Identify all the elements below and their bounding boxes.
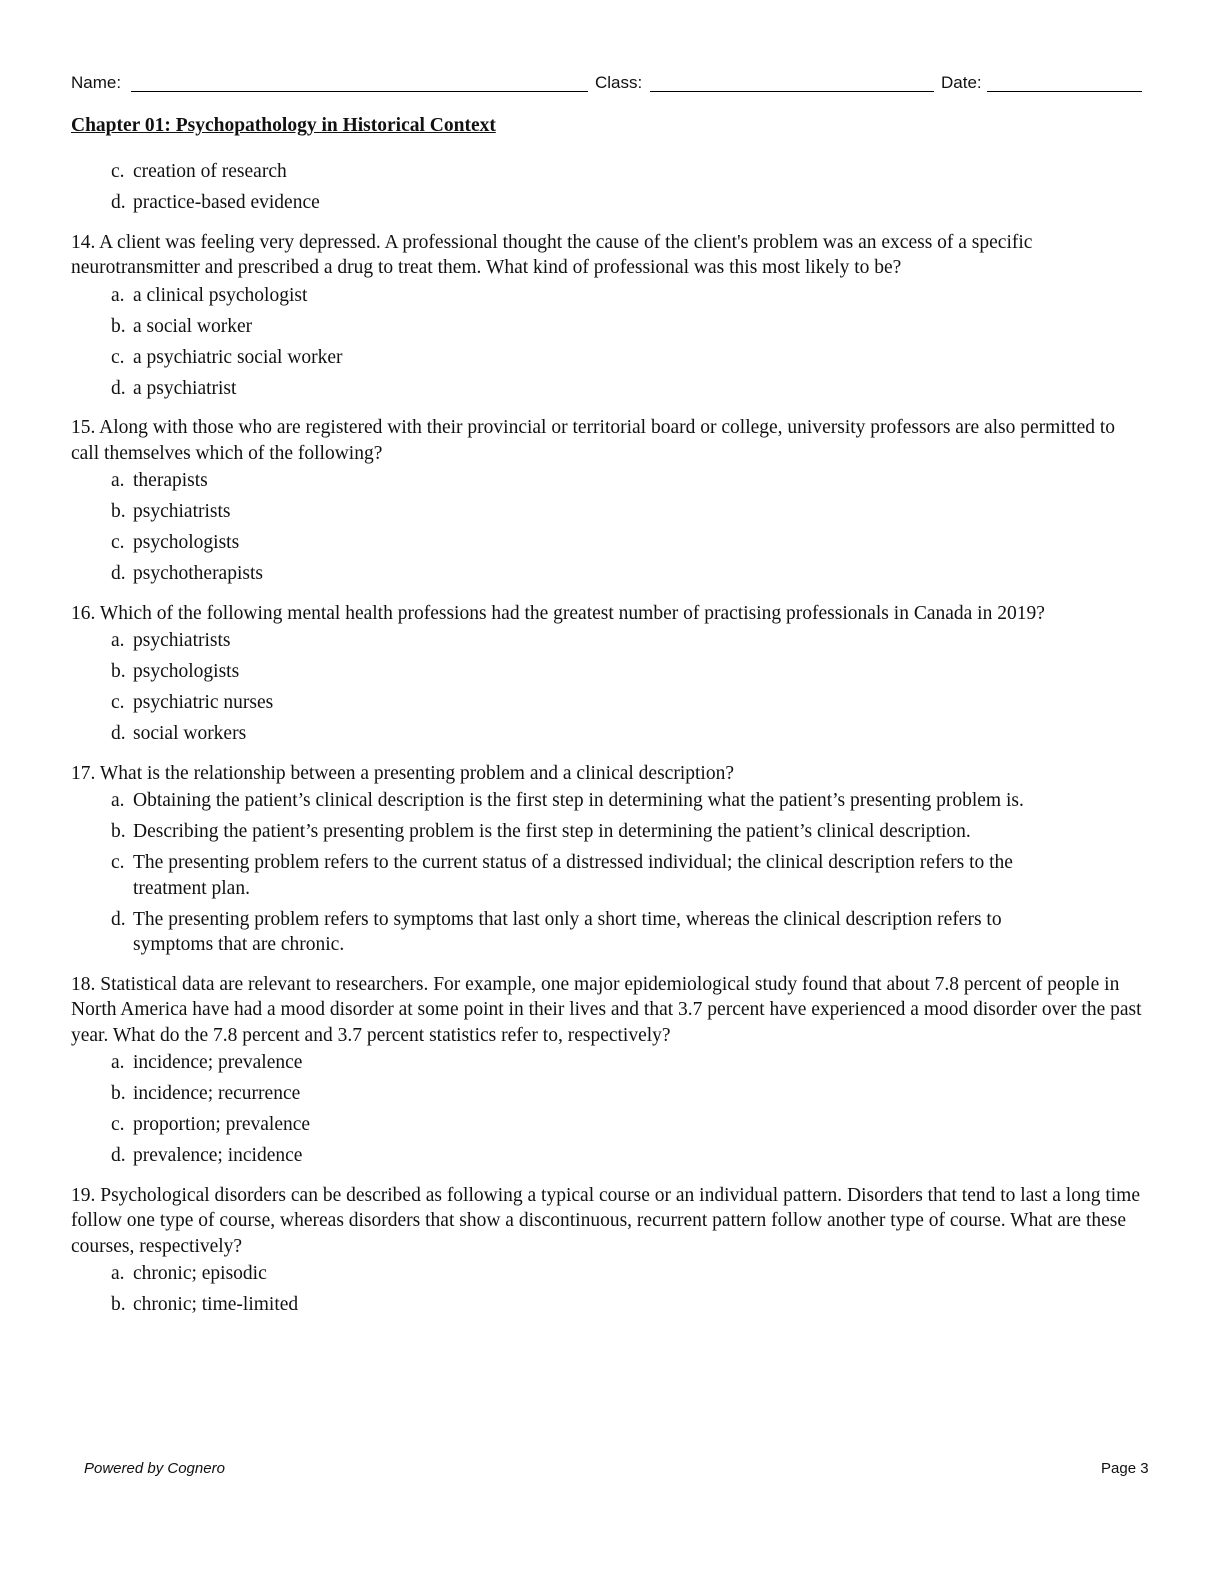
option-item [71, 1081, 1143, 1107]
option-text: creation of research [133, 161, 287, 182]
question-text: 16. Which of the following mental health professions had the greatest number of practising professionals in Canada in 2019? [71, 602, 1045, 624]
option-item [71, 788, 1143, 814]
option-text: psychologists [133, 661, 240, 682]
question-text: 17. What is the relationship between a presenting problem and a clinical description? [71, 762, 734, 784]
class-label: Class: [595, 73, 643, 92]
question-options [71, 1261, 1143, 1318]
option-letter: c. [111, 692, 125, 713]
option-item [71, 376, 1143, 402]
option-item [71, 499, 1143, 525]
option-item [71, 468, 1143, 494]
option-text: chronic; episodic [133, 1263, 267, 1284]
option-text: psychologists [133, 532, 240, 553]
option-item [71, 530, 1143, 556]
page-number: Page 3 [1101, 1460, 1149, 1477]
option-item [71, 850, 1143, 901]
question-18 [71, 972, 1143, 1169]
powered-by-footer: Powered by Cognero [84, 1460, 225, 1477]
option-letter: a. [111, 1263, 125, 1284]
question-17 [71, 761, 1143, 958]
option-text: social workers [133, 723, 247, 744]
option-item [71, 561, 1143, 587]
option-letter: a. [111, 790, 125, 811]
option-letter: c. [111, 161, 125, 182]
option-item [71, 314, 1143, 340]
option-text: a social worker [133, 315, 253, 337]
option-text: The presenting problem refers to the current status of a distressed individual; the clinical description refers to the treatment plan. [133, 852, 1013, 899]
option-item [71, 819, 1143, 845]
option-text: psychiatric nurses [133, 692, 274, 713]
question-list [71, 159, 1143, 1323]
option-letter: c. [111, 532, 125, 553]
option-text: proportion; prevalence [133, 1114, 311, 1135]
option-letter: b. [111, 1083, 126, 1104]
option-text: Obtaining the patient’s clinical description is the first step in determining what the patient’s presenting problem is. [133, 790, 1024, 811]
option-text: incidence; recurrence [133, 1083, 301, 1104]
option-letter: c. [111, 852, 125, 873]
option-item [71, 1050, 1143, 1076]
question-options [71, 788, 1143, 958]
option-item [71, 628, 1143, 654]
question-15 [71, 415, 1143, 587]
continued-options [71, 159, 1143, 216]
option-letter: a. [111, 284, 125, 306]
question-14 [71, 230, 1143, 402]
header [71, 72, 1143, 98]
option-letter: d. [111, 377, 126, 399]
date-label: Date: [941, 73, 982, 92]
option-text: Describing the patient’s presenting problem is the first step in determining the patient’s clinical description. [133, 821, 971, 842]
name-label: Name: [71, 73, 122, 92]
option-letter: b. [111, 1294, 126, 1315]
date-blank-line [987, 91, 1142, 92]
option-text: a psychiatrist [133, 377, 237, 399]
option-item [71, 1112, 1143, 1138]
option-item [71, 283, 1143, 309]
option-letter: b. [111, 315, 126, 337]
option-item [71, 1143, 1143, 1169]
question-options [71, 628, 1143, 747]
question-options [71, 468, 1143, 587]
option-item [71, 190, 1143, 216]
option-text: incidence; prevalence [133, 1052, 303, 1073]
question-text: 14. A client was feeling very depressed. A professional thought the cause of the client's problem was an excess of a specific neurotransmitter and prescribed a drug to treat them. What kind of professional was this most likely to be? [71, 231, 1033, 278]
option-text: a clinical psychologist [133, 284, 308, 306]
option-letter: d. [111, 1145, 126, 1166]
name-blank-line [131, 91, 588, 92]
option-letter: c. [111, 346, 125, 368]
question-text: 15. Along with those who are registered with their provincial or territorial board or college, university professors are also permitted to call themselves which of the following? [71, 417, 1116, 464]
question-text: 19. Psychological disorders can be described as following a typical course or an individual pattern. Disorders that tend to last a long time follow one type of course, whereas disorders that show a discontinuous, recurrent pattern follow another type of course. What are these courses, respectively? [71, 1184, 1140, 1257]
class-blank-line [650, 91, 934, 92]
option-text: psychiatrists [133, 630, 231, 651]
option-letter: d. [111, 723, 126, 744]
option-item [71, 690, 1143, 716]
option-letter: a. [111, 470, 125, 491]
option-letter: a. [111, 1052, 125, 1073]
option-item [71, 659, 1143, 685]
option-text: practice-based evidence [133, 192, 320, 213]
option-text: chronic; time-limited [133, 1294, 299, 1315]
option-item [71, 159, 1143, 185]
option-letter: c. [111, 1114, 125, 1135]
option-text: a psychiatric social worker [133, 346, 343, 368]
option-text: psychiatrists [133, 501, 231, 522]
chapter-title: Chapter 01: Psychopathology in Historical Context [71, 115, 496, 136]
question-options [71, 1050, 1143, 1169]
question-19 [71, 1183, 1143, 1318]
option-letter: d. [111, 563, 126, 584]
question-options [71, 283, 1143, 402]
option-letter: d. [111, 908, 126, 930]
option-letter: b. [111, 661, 126, 682]
option-item [71, 721, 1143, 747]
option-item [71, 1261, 1143, 1287]
option-text: prevalence; incidence [133, 1145, 303, 1166]
option-item [71, 345, 1143, 371]
option-item [71, 1292, 1143, 1318]
option-letter: b. [111, 821, 126, 842]
option-text: The presenting problem refers to symptoms that last only a short time, whereas the clinical description refers to symptoms that are chronic. [133, 908, 1002, 955]
option-letter: d. [111, 192, 126, 213]
question-text: 18. Statistical data are relevant to researchers. For example, one major epidemiological study found that about 7.8 percent of people in North America have had a mood disorder at some point in their lives and that 3.7 percent have experienced a mood disorder over the past year. What do the 7.8 percent and 3.7 percent statistics refer to, respectively? [71, 973, 1142, 1046]
option-text: therapists [133, 470, 208, 491]
option-letter: a. [111, 630, 125, 651]
question-16 [71, 601, 1143, 747]
option-text: psychotherapists [133, 563, 263, 584]
option-letter: b. [111, 501, 126, 522]
option-item [71, 907, 1143, 958]
